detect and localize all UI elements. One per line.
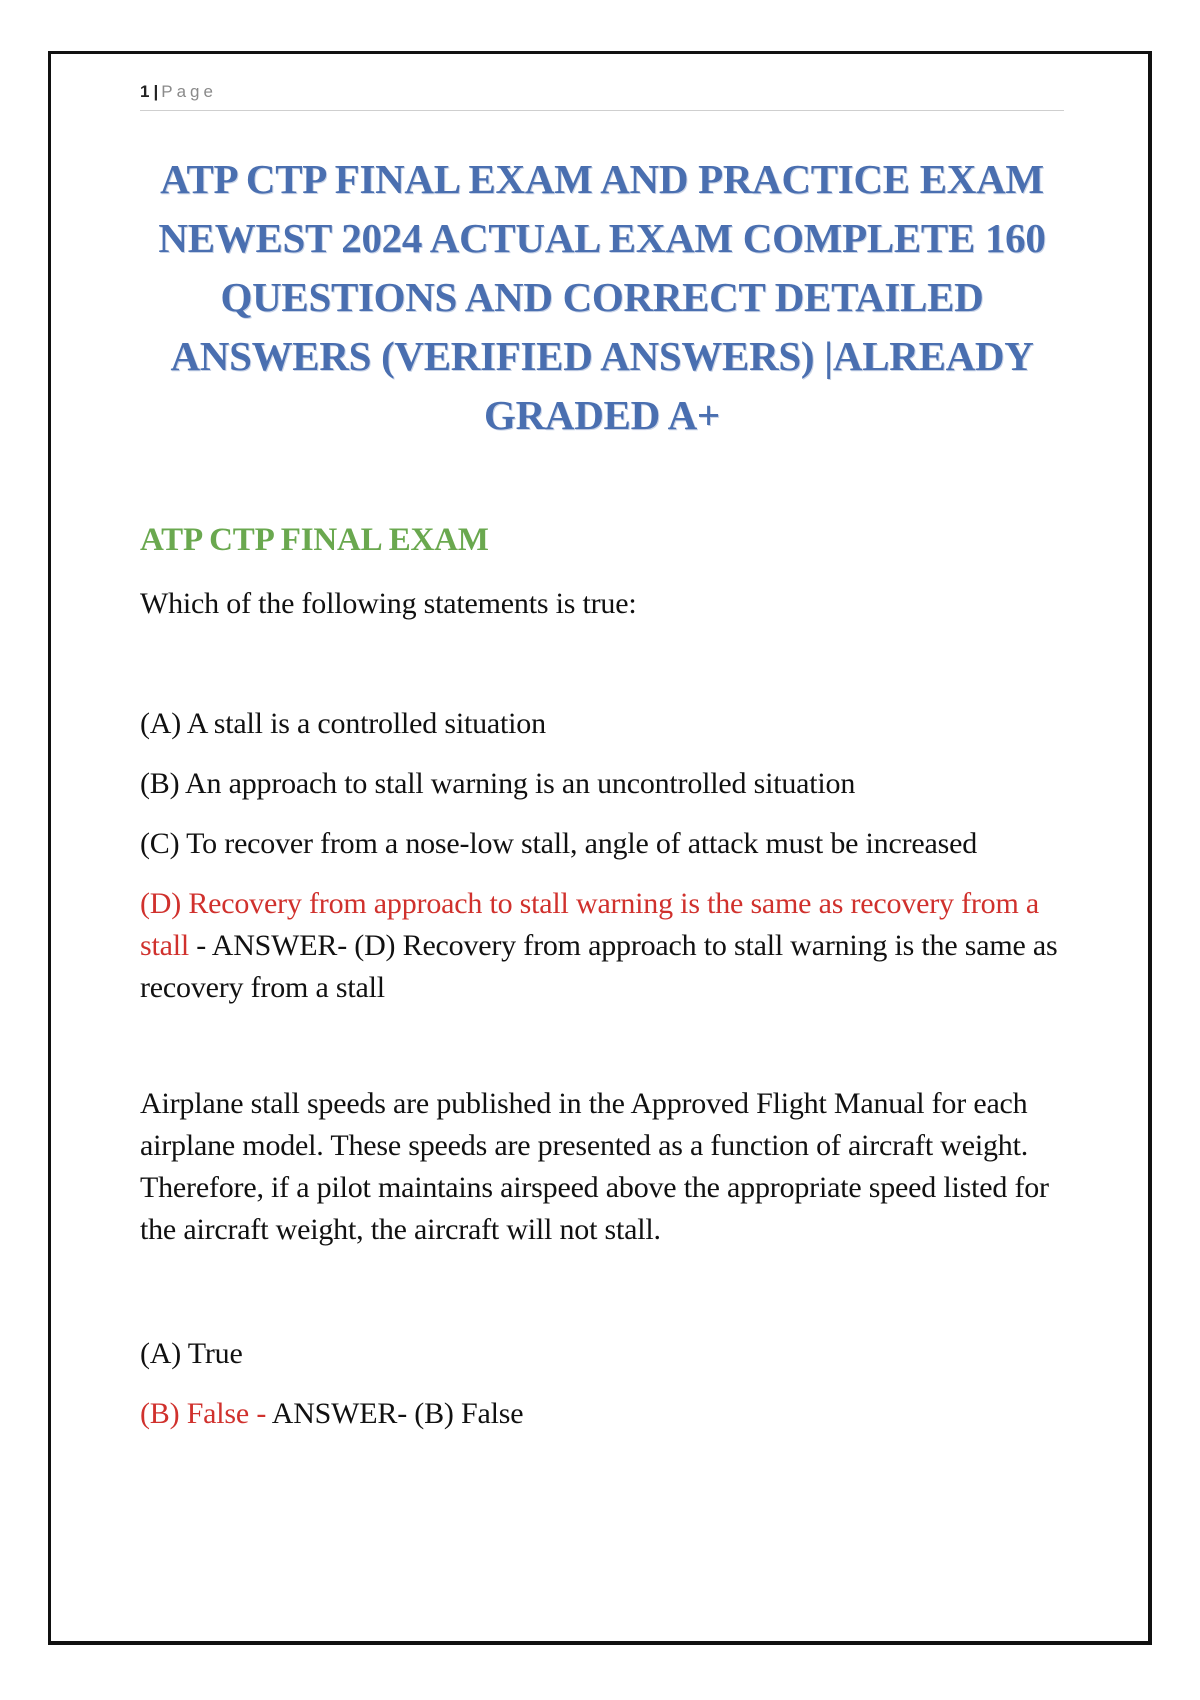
question-2-correct-option: (B) False <box>140 1397 250 1430</box>
page-number: 1 <box>140 82 150 101</box>
question-2-option-a: (A) True <box>140 1337 243 1370</box>
page-label: Page <box>161 82 217 101</box>
question-1-option-a: (A) A stall is a controlled situation <box>140 707 546 740</box>
question-2-answer-dash: - <box>249 1397 267 1430</box>
page-separator: | <box>153 82 159 101</box>
question-1-correct-option: (D) Recovery from approach to stall warning is the same as recovery from a stall <box>140 887 1040 962</box>
question-2-answer: ANSWER- (B) False <box>266 1397 524 1430</box>
question-2-prompt: Airplane stall speeds are published in the Approved Flight Manual for each airplane model. These speeds are presented as a function of aircraft weight. Therefore, if a pilot maintains airspeed above the appropriate speed listed for the aircraft weight, the aircraft will not stall. <box>140 1087 1049 1246</box>
document-title: ATP CTP FINAL EXAM AND PRACTICE EXAM NEWEST 2024 ACTUAL EXAM COMPLETE 160 QUESTIONS AND CORRECT DETAILED ANSWERS (VERIFIED ANSWERS) |ALREADY GRADED A+ <box>158 156 1046 438</box>
question-1-option-b: (B) An approach to stall warning is an uncontrolled situation <box>140 767 856 800</box>
question-1-option-d-with-answer <box>140 883 1070 1009</box>
section-heading: ATP CTP FINAL EXAM <box>140 522 489 558</box>
question-2-option-b-with-answer <box>140 1393 1070 1435</box>
question-1-option-c: (C) To recover from a nose-low stall, angle of attack must be increased <box>140 827 978 860</box>
question-1-prompt: Which of the following statements is true: <box>140 587 637 620</box>
question-1-answer: - ANSWER- (D) Recovery from approach to stall warning is the same as recovery from a stall <box>140 929 1058 1004</box>
page-header <box>140 80 1064 111</box>
